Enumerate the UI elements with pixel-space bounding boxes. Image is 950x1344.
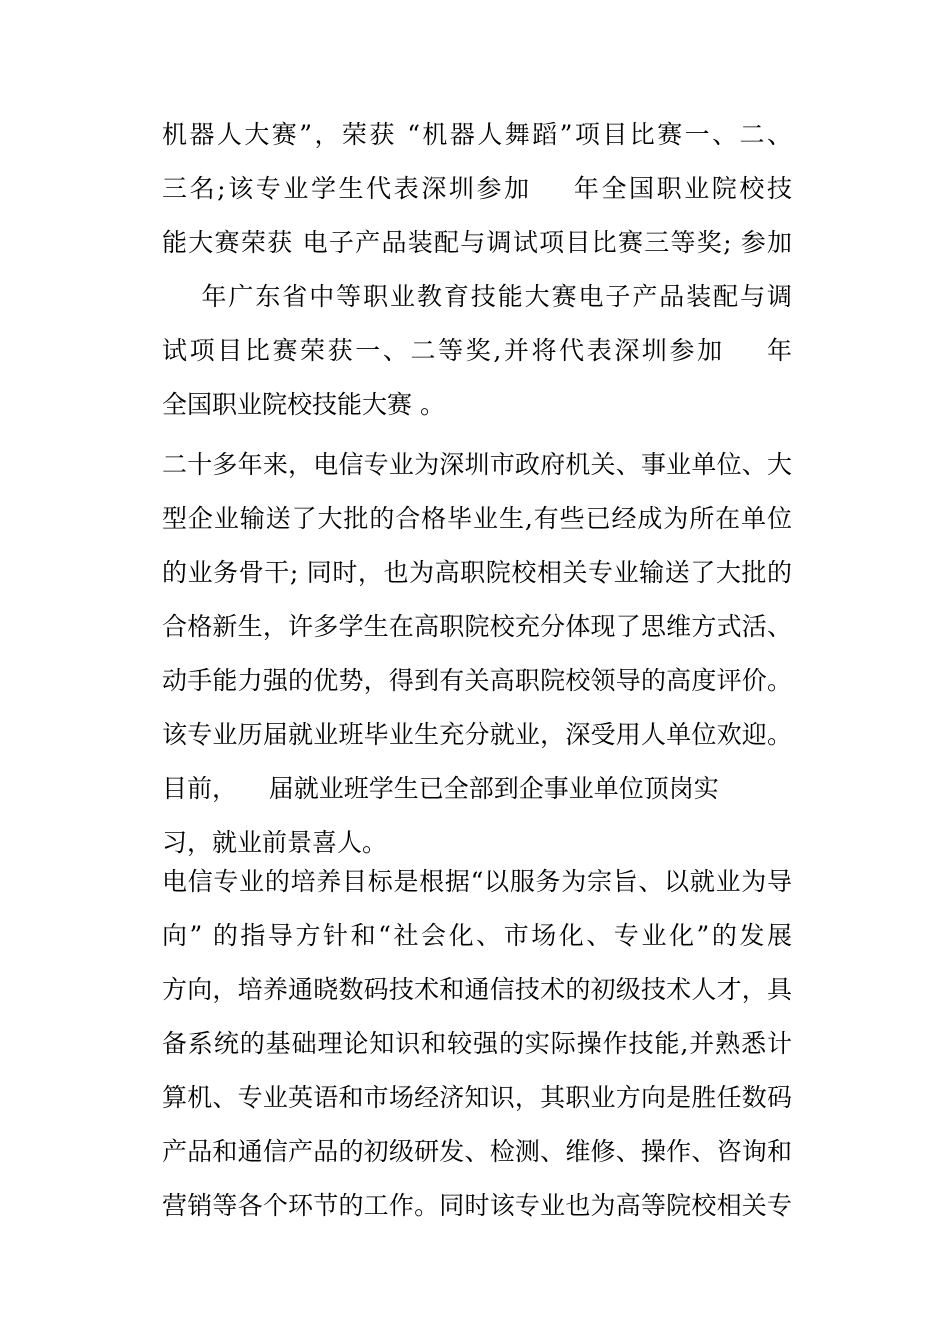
text-line: 能大赛荣获 电子产品装配与调试项目比赛三等奖; 参加: [162, 228, 792, 257]
paragraph-training-goals: [162, 855, 792, 1233]
text-line: 型企业输送了大批的合格毕业生,有些已经成为所在单位: [162, 504, 792, 533]
text-line: 合格新生，许多学生在高职院校充分体现了思维方式活、: [162, 612, 792, 641]
text-line: 机器人大赛”，荣获 “机器人舞蹈”项目比赛一、二、: [162, 120, 792, 149]
paragraph-robot-awards: [162, 108, 792, 432]
text-line: 向” 的指导方针和“社会化、市场化、专业化”的发展: [162, 921, 792, 950]
text-line: 该专业历届就业班毕业生充分就业，深受用人单位欢迎。: [162, 720, 792, 749]
text-line: 的业务骨干; 同时，也为高职院校相关专业输送了大批的: [162, 558, 792, 587]
text-line: 产品和通信产品的初级研发、检测、维修、操作、咨询和: [162, 1137, 792, 1166]
text-line: 算机、专业英语和市场经济知识，其职业方向是胜任数码: [162, 1083, 792, 1112]
text-line: 全国职业院校技能大赛 。: [162, 390, 445, 419]
text-line: 三名;该专业学生代表深圳参加 年全国职业院校技: [162, 174, 792, 203]
paragraph-graduates: [162, 438, 792, 870]
text-line: 目前， 届就业班学生已全部到企事业单位顶岗实: [162, 774, 719, 803]
text-line: 年广东省中等职业教育技能大赛电子产品装配与调: [162, 282, 792, 311]
text-line: 二十多年来，电信专业为深圳市政府机关、事业单位、大: [162, 450, 792, 479]
text-line: 备系统的基础理论知识和较强的实际操作技能,并熟悉计: [162, 1029, 792, 1058]
text-line: 营销等各个环节的工作。同时该专业也为高等院校相关专: [162, 1191, 792, 1220]
text-line: 习，就业前景喜人。: [162, 828, 388, 857]
text-line: 试项目比赛荣获一、二等奖,并将代表深圳参加 年: [162, 336, 792, 365]
text-line: 动手能力强的优势，得到有关高职院校领导的高度评价。: [162, 666, 792, 695]
text-line: 方向，培养通晓数码技术和通信技术的初级技术人才，具: [162, 975, 792, 1004]
text-line: 电信专业的培养目标是根据“以服务为宗旨、以就业为导: [162, 867, 792, 896]
